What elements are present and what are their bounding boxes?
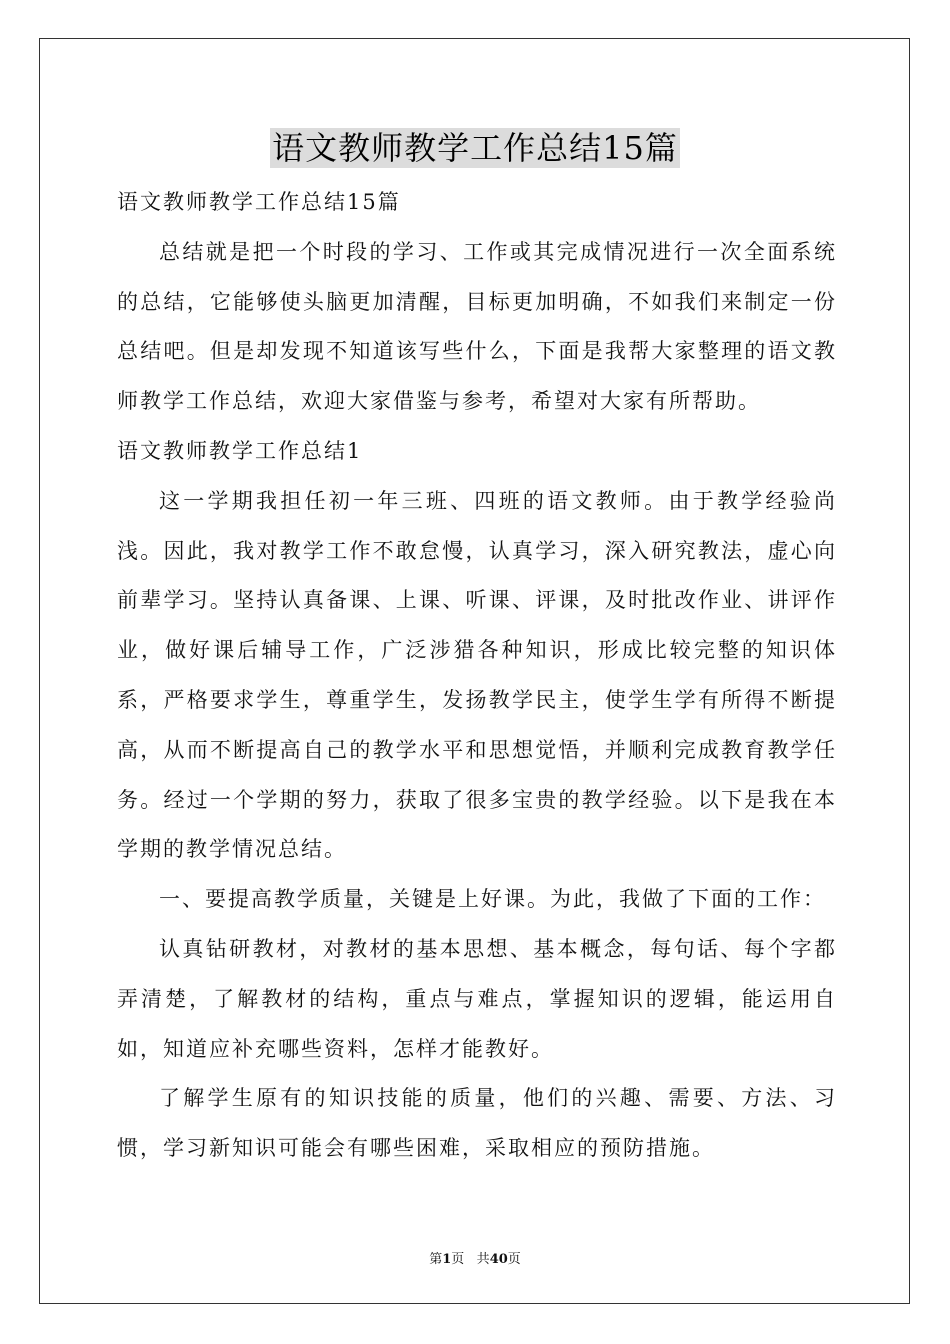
document-body	[117, 178, 837, 1174]
paragraph: 认真钻研教材，对教材的基本思想、基本概念，每句话、每个字都弄清楚，了解教材的结构，重点与难点，掌握知识的逻辑，能运用自如，知道应补充哪些资料，怎样才能教好。	[117, 936, 837, 1061]
total-suffix: 页	[507, 1252, 521, 1267]
paragraph: 这一学期我担任初一年三班、四班的语文教师。由于教学经验尚浅。因此，我对教学工作不敢怠慢，认真学习，深入研究教法，虚心向前辈学习。坚持认真备课、上课、听课、评课，及时批改作业、讲评作业，做好课后辅导工作，广泛涉猎各种知识，形成比较完整的知识体系，严格要求学生，尊重学生，发扬教学民主，使学生学有所得不断提高，从而不断提高自己的教学水平和思想觉悟，并顺利完成教育教学任务。经过一个学期的努力，获取了很多宝贵的教学经验。以下是我在本学期的教学情况总结。	[117, 488, 837, 862]
total-pages: 40	[489, 1252, 508, 1267]
paragraph: 了解学生原有的知识技能的质量，他们的兴趣、需要、方法、习惯，学习新知识可能会有哪些困难，采取相应的预防措施。	[117, 1086, 837, 1161]
document-title: 语文教师教学工作总结15篇	[272, 129, 678, 167]
page-suffix: 页	[451, 1252, 465, 1267]
paragraph: 语文教师教学工作总结15篇	[117, 190, 401, 214]
paragraph: 总结就是把一个时段的学习、工作或其完成情况进行一次全面系统的总结，它能够使头脑更加清醒，目标更加明确，不如我们来制定一份总结吧。但是却发现不知道该写些什么，下面是我帮大家整理的语文教师教学工作总结，欢迎大家借鉴与参考，希望对大家有所帮助。	[117, 239, 837, 414]
page-prefix: 第	[429, 1252, 443, 1267]
section-heading: 语文教师教学工作总结1	[117, 438, 363, 463]
page-number: 1	[442, 1252, 452, 1267]
title-container	[0, 128, 950, 168]
paragraph: 一、要提高教学质量，关键是上好课。为此，我做了下面的工作：	[159, 887, 826, 912]
page-footer	[0, 1248, 950, 1267]
total-prefix: 共	[476, 1252, 490, 1267]
